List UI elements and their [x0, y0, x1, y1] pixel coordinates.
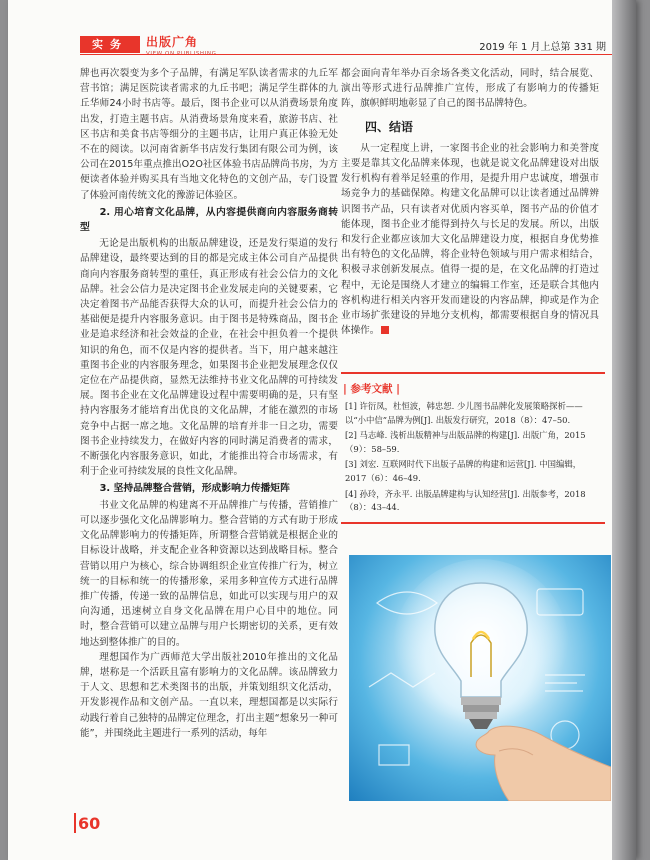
paragraph: 书业文化品牌的构建离不开品牌推广与传播，营销推广可以逐步强化文化品牌影响力。整合营销的方式有助于形成文化品牌影响力的传播矩阵，所谓整合营销就是根据企业的目标设计战略，并支配企业各种资源以达到战略目标。整合营销以用户为核心，综合协调组织企业宣传推广行为，树立统一的目标和统一的传播形象，采用多种宣传方式进行品牌推广传播，传递一致的品牌信息，如此可以实现与用户的双向沟通，迅速树立自身文化品牌在用户心目中的地位。同时，整合营销可以建立品牌与用户长期密切的关系，更有效地达到整体推广的目的。: [80, 499, 338, 648]
subheading: 2. 用心培育文化品牌，从内容提供商向内容服务商转型: [80, 206, 338, 234]
paragraph: 都会面向青年举办百余场各类文化活动，同时，结合展览、演出等形式进行品牌推广宣传，形成了有影响力的传播矩阵，旗帜鲜明地彰显了自己的图书品牌特色。: [341, 68, 599, 110]
section-heading: 四、结语: [365, 119, 414, 134]
page-number: 60: [78, 814, 101, 833]
reference-item: [3] 刘宏. 互联网时代下出版子品牌的构建和运营[J]. 中国编辑，2017（6）：46–49.: [345, 459, 582, 483]
lightbulb-illustration-icon: [349, 555, 611, 801]
reference-item: [1] 许衍凤，杜恒波，韩忠恕. 少儿图书品牌化发展策略探析——以“小中信”品牌为例[J]. 出版发行研究，2018（8）：47–50.: [345, 401, 583, 425]
page-edge-shadow: [612, 0, 636, 860]
section-tab: 实务: [80, 36, 140, 53]
references-title: | 参考文献 |: [343, 383, 400, 395]
right-column: [341, 66, 599, 338]
references-list: [345, 400, 599, 517]
references-top-rule: [341, 372, 605, 374]
paragraph: 无论是出版机构的出版品牌建设，还是发行渠道的发行品牌建设，最终要达到的目的都是完成主体公司自产品提供商向内容服务商转型的重任，真正形成有社会公信力的文化品牌。社会公信力是决定图书企业发展走向的关键要素，它决定着图书产品能否获得大众的认可，而提升社会公信力的基础便是提升内容服务意识。由于图书是特殊商品，图书企业是追求经济和社会效益的企业，在社会中担负着一个提供知识的角色，而不仅是内容的提供者。当下，用户越来越注重图书企业的内容服务理念，如果图书企业把发展理念仅仅定位在产品提供商，显然无法维持书业文化品牌的可持续发展。图书企业在文化品牌建设过程中需要明确的是，只有坚持内容服务才能培育出优良的文化品牌，才能在激烈的市场竞争中占据一席之地。文化品牌的培育并非一日之功，需要图书企业持续发力，在做好内容的同时满足消费者的需求，不断强化内容服务意识，如此，才能推出符合市场需求，有利于企业可持续发展的良性文化品牌。: [80, 238, 338, 478]
references-bottom-rule: [341, 522, 605, 524]
subheading: 3. 坚持品牌整合营销，形成影响力传播矩阵: [99, 483, 290, 495]
paragraph-text: 从一定程度上讲，一家图书企业的社会影响力和美誉度主要是靠其文化品牌来体现，也就是说文化品牌建设对出版发行机构有着举足轻重的作用，是提升用户忠诚度，增强市场竞争力的基础保障。构建文化品牌可以让读者通过品牌辨识图书产品，只有读者对优质内容买单，图书产品的价值才能体现，图书企业才能得到持久与长足的发展。所以，出版和发行企业都应该加大文化品牌建设力度，根据自身优势推出有特色的文化品牌，将企业特色领域与用户需求相结合，积极寻求创新发展点。值得一提的是，在文化品牌的打造过程中，无论是围绕人才建立的编辑工作室，还是联合其他内容机构进行相关内容开发而建设的内容品牌，抑或是作为企业市场扩张建设的异地分支机构，都需要根据自身的情况具体操作。: [341, 142, 599, 337]
end-mark-icon: [381, 326, 389, 334]
reference-item: [4] 孙玲，齐永平. 出版品牌建构与认知经营[J]. 出版参考，2018（8）：43–44.: [345, 488, 586, 513]
paragraph: 牌也再次裂变为多个子品牌，有满足军队读者需求的九丘军营书馆；满足医院读者需求的九丘书吧；满足学生群体的九丘华师24小时书店等。最后，图书企业可以从消费场景角度出发，打造主题书店。从消费场景角度来看，旅游书店、社区书店和美食书店等细分的主题书店，让用户真正体验无处不在的阅读。以河南省新华书店发行集团有限公司为例，该公司在2015年重点推出O2O社区体验书店品牌尚书房，为方便读者体验并购买具有当地文化特色的文创产品，专门设置了体验河南传统文化的豫游记体验区。: [80, 68, 338, 201]
magazine-page: [8, 0, 636, 860]
references-box: [341, 372, 605, 524]
left-column: [80, 66, 338, 741]
page-number-bar: [74, 813, 76, 833]
paragraph: 理想国作为广西师范大学出版社2010年推出的文化品牌，堪称是一个活跃且富有影响力的文化品牌。该品牌致力于人文、思想和艺术类图书的出版，并策划组织文化活动，开发影视作品和文创产品。一直以来，理想国都是以实际行动践行着自己独特的品牌定位理念，打出主题“想象另一种可能”，并围绕此主题进行一系列的活动，每年: [80, 651, 338, 739]
brand-name-cn: 出版广角: [146, 35, 199, 49]
issue-label: 2019 年 1 月上总第 331 期: [479, 42, 606, 53]
lightbulb-photo: [349, 555, 611, 801]
header-rule: [80, 54, 612, 55]
paragraph: [341, 141, 599, 339]
reference-item: [2] 马志峰. 浅析出版精神与出版品牌的构建[J]. 出版广角，2015（9）：58–59.: [345, 430, 586, 454]
